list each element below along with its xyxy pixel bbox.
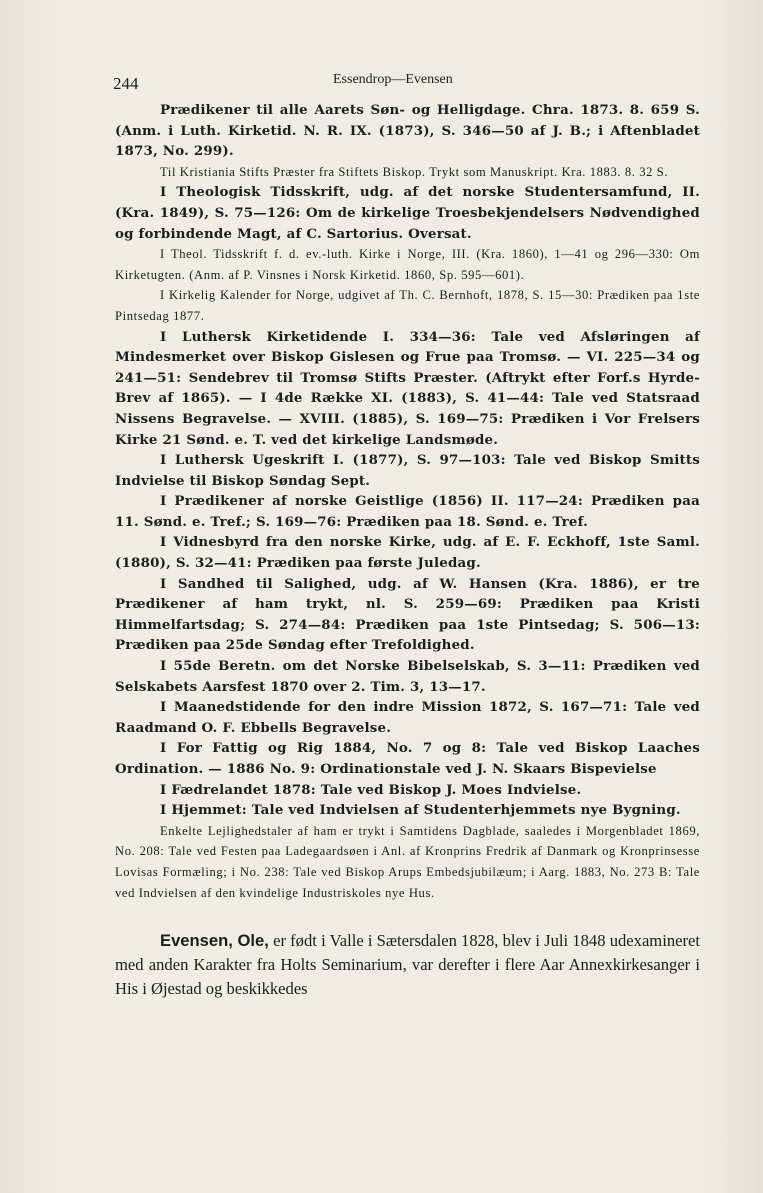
bibliography-entry: I 55de Beretn. om det Norske Bibelselskab, S. 3—11: Prædiken ved Selskabets Aarsfest 1870 over 2. Tim. 3, 13—17. — [115, 658, 700, 695]
biography-text: er født i Valle i Sætersdalen 1828, blev i Juli 1848 udexamineret med anden Karakter fra Holts Seminarium, var derefter i flere Aar Annexkirkesanger i His i Øjestad og beskikkedes — [115, 931, 700, 999]
bibliography-entry: I Sandhed til Salighed, udg. af W. Hansen (Kra. 1886), er tre Prædikener af ham trykt, nl. S. 259—69: Prædiken paa Kristi Himmelfartsdag; S. 274—84: Prædiken paa 1ste Pintsedag; S. 506—13: Prædiken paa 25de Søndag efter Trefoldighed. — [115, 575, 700, 654]
bibliography-entry: I Theologisk Tidsskrift, udg. af det norske Studentersamfund, II. (Kra. 1849), S. 75—126: Om de kirkelige Troesbekjendelsers Nødvendighed og forbindende Magt, af C. Sartorius. Oversat. — [115, 184, 700, 242]
bibliography-entry: I For Fattig og Rig 1884, No. 7 og 8: Tale ved Biskop Laaches Ordination. — 1886 No. 9: Ordinationstale ved J. N. Skaars Bispevielse — [115, 740, 700, 777]
biography-paragraph — [115, 929, 700, 1001]
bibliography-entry: I Luthersk Kirketidende I. 334—36: Tale ved Afsløringen af Mindesmerket over Biskop Gislesen og Frue paa Tromsø. — VI. 225—34 og 241—51: Sendebrev til Tromsø Stifts Præster. (Aftrykt efter Forf.s Hyrde-Brev af 1865). — I 4de Række XI. (1883), S. 41—44: Tale ved Statsraad Nissens Begravelse. — XVIII. (1885), S. 169—75: Prædiken i Vor Frelsers Kirke 21 Sønd. e. T. ved det kirkelige Landsmøde. — [115, 328, 700, 448]
bibliography-entry: Til Kristiania Stifts Præster fra Stiftets Biskop. Trykt som Manuskript. Kra. 1883. 8. 32 S. — [160, 164, 669, 179]
bibliography-entry: I Luthersk Ugeskrift I. (1877), S. 97—103: Tale ved Biskop Smitts Indvielse til Biskop Søndag Sept. — [115, 452, 700, 489]
bibliography-entry: I Prædikener af norske Geistlige (1856) II. 117—24: Prædiken paa 11. Sønd. e. Tref.; S. 169—76: Prædiken paa 18. Sønd. e. Tref. — [115, 493, 700, 530]
page-header — [113, 70, 703, 92]
biography-name: Evensen, Ole, — [160, 931, 269, 951]
text-body — [115, 100, 700, 1001]
bibliography-entry: I Maanedstidende for den indre Mission 1872, S. 167—71: Tale ved Raadmand O. F. Ebbells Begravelse. — [115, 699, 700, 736]
bibliography-entry: I Fædrelandet 1878: Tale ved Biskop J. Moes Indvielse. — [160, 781, 582, 798]
bibliography-entry: I Theol. Tidsskrift f. d. ev.-luth. Kirke i Norge, III. (Kra. 1860), 1—41 og 296—330: Om Kirketugten. (Anm. af P. Vinsnes i Norsk Kirketid. 1860, Sp. 595—601). — [115, 247, 700, 282]
bibliography-entry: Prædikener til alle Aarets Søn- og Helligdage. Chra. 1873. 8. 659 S. (Anm. i Luth. Kirketid. N. R. IX. (1873), S. 346—50 af J. B.; i Aftenbladet 1873, No. 299). — [115, 102, 700, 160]
bibliography-entry: Enkelte Lejlighedstaler af ham er trykt i Samtidens Dagblade, saaledes i Morgenbladet 1869, No. 208: Tale ved Festen paa Ladegaardsøen i Anl. af Kronprins Fredrik af Danmark og Kronprinsesse Lovisas Formæling; i No. 238: Tale ved Biskop Arups Embedsjubilæum; i Aarg. 1883, No. 273 B: Tale ved Indvielsen af den kvindelige Industriskoles nye Hus. — [115, 823, 700, 900]
bibliography-entry: I Kirkelig Kalender for Norge, udgivet af Th. C. Bernhoft, 1878, S. 15—30: Prædiken paa 1ste Pintsedag 1877. — [115, 288, 700, 323]
running-head: Essendrop—Evensen — [333, 72, 453, 87]
bibliography-entry: I Hjemmet: Tale ved Indvielsen af Studenterhjemmets nye Bygning. — [160, 802, 681, 819]
section-gap — [115, 903, 700, 929]
bibliography-entry: I Vidnesbyrd fra den norske Kirke, udg. af E. F. Eckhoff, 1ste Saml. (1880), S. 32—41: Prædiken paa første Juledag. — [115, 534, 700, 572]
page-number: 244 — [113, 74, 139, 93]
